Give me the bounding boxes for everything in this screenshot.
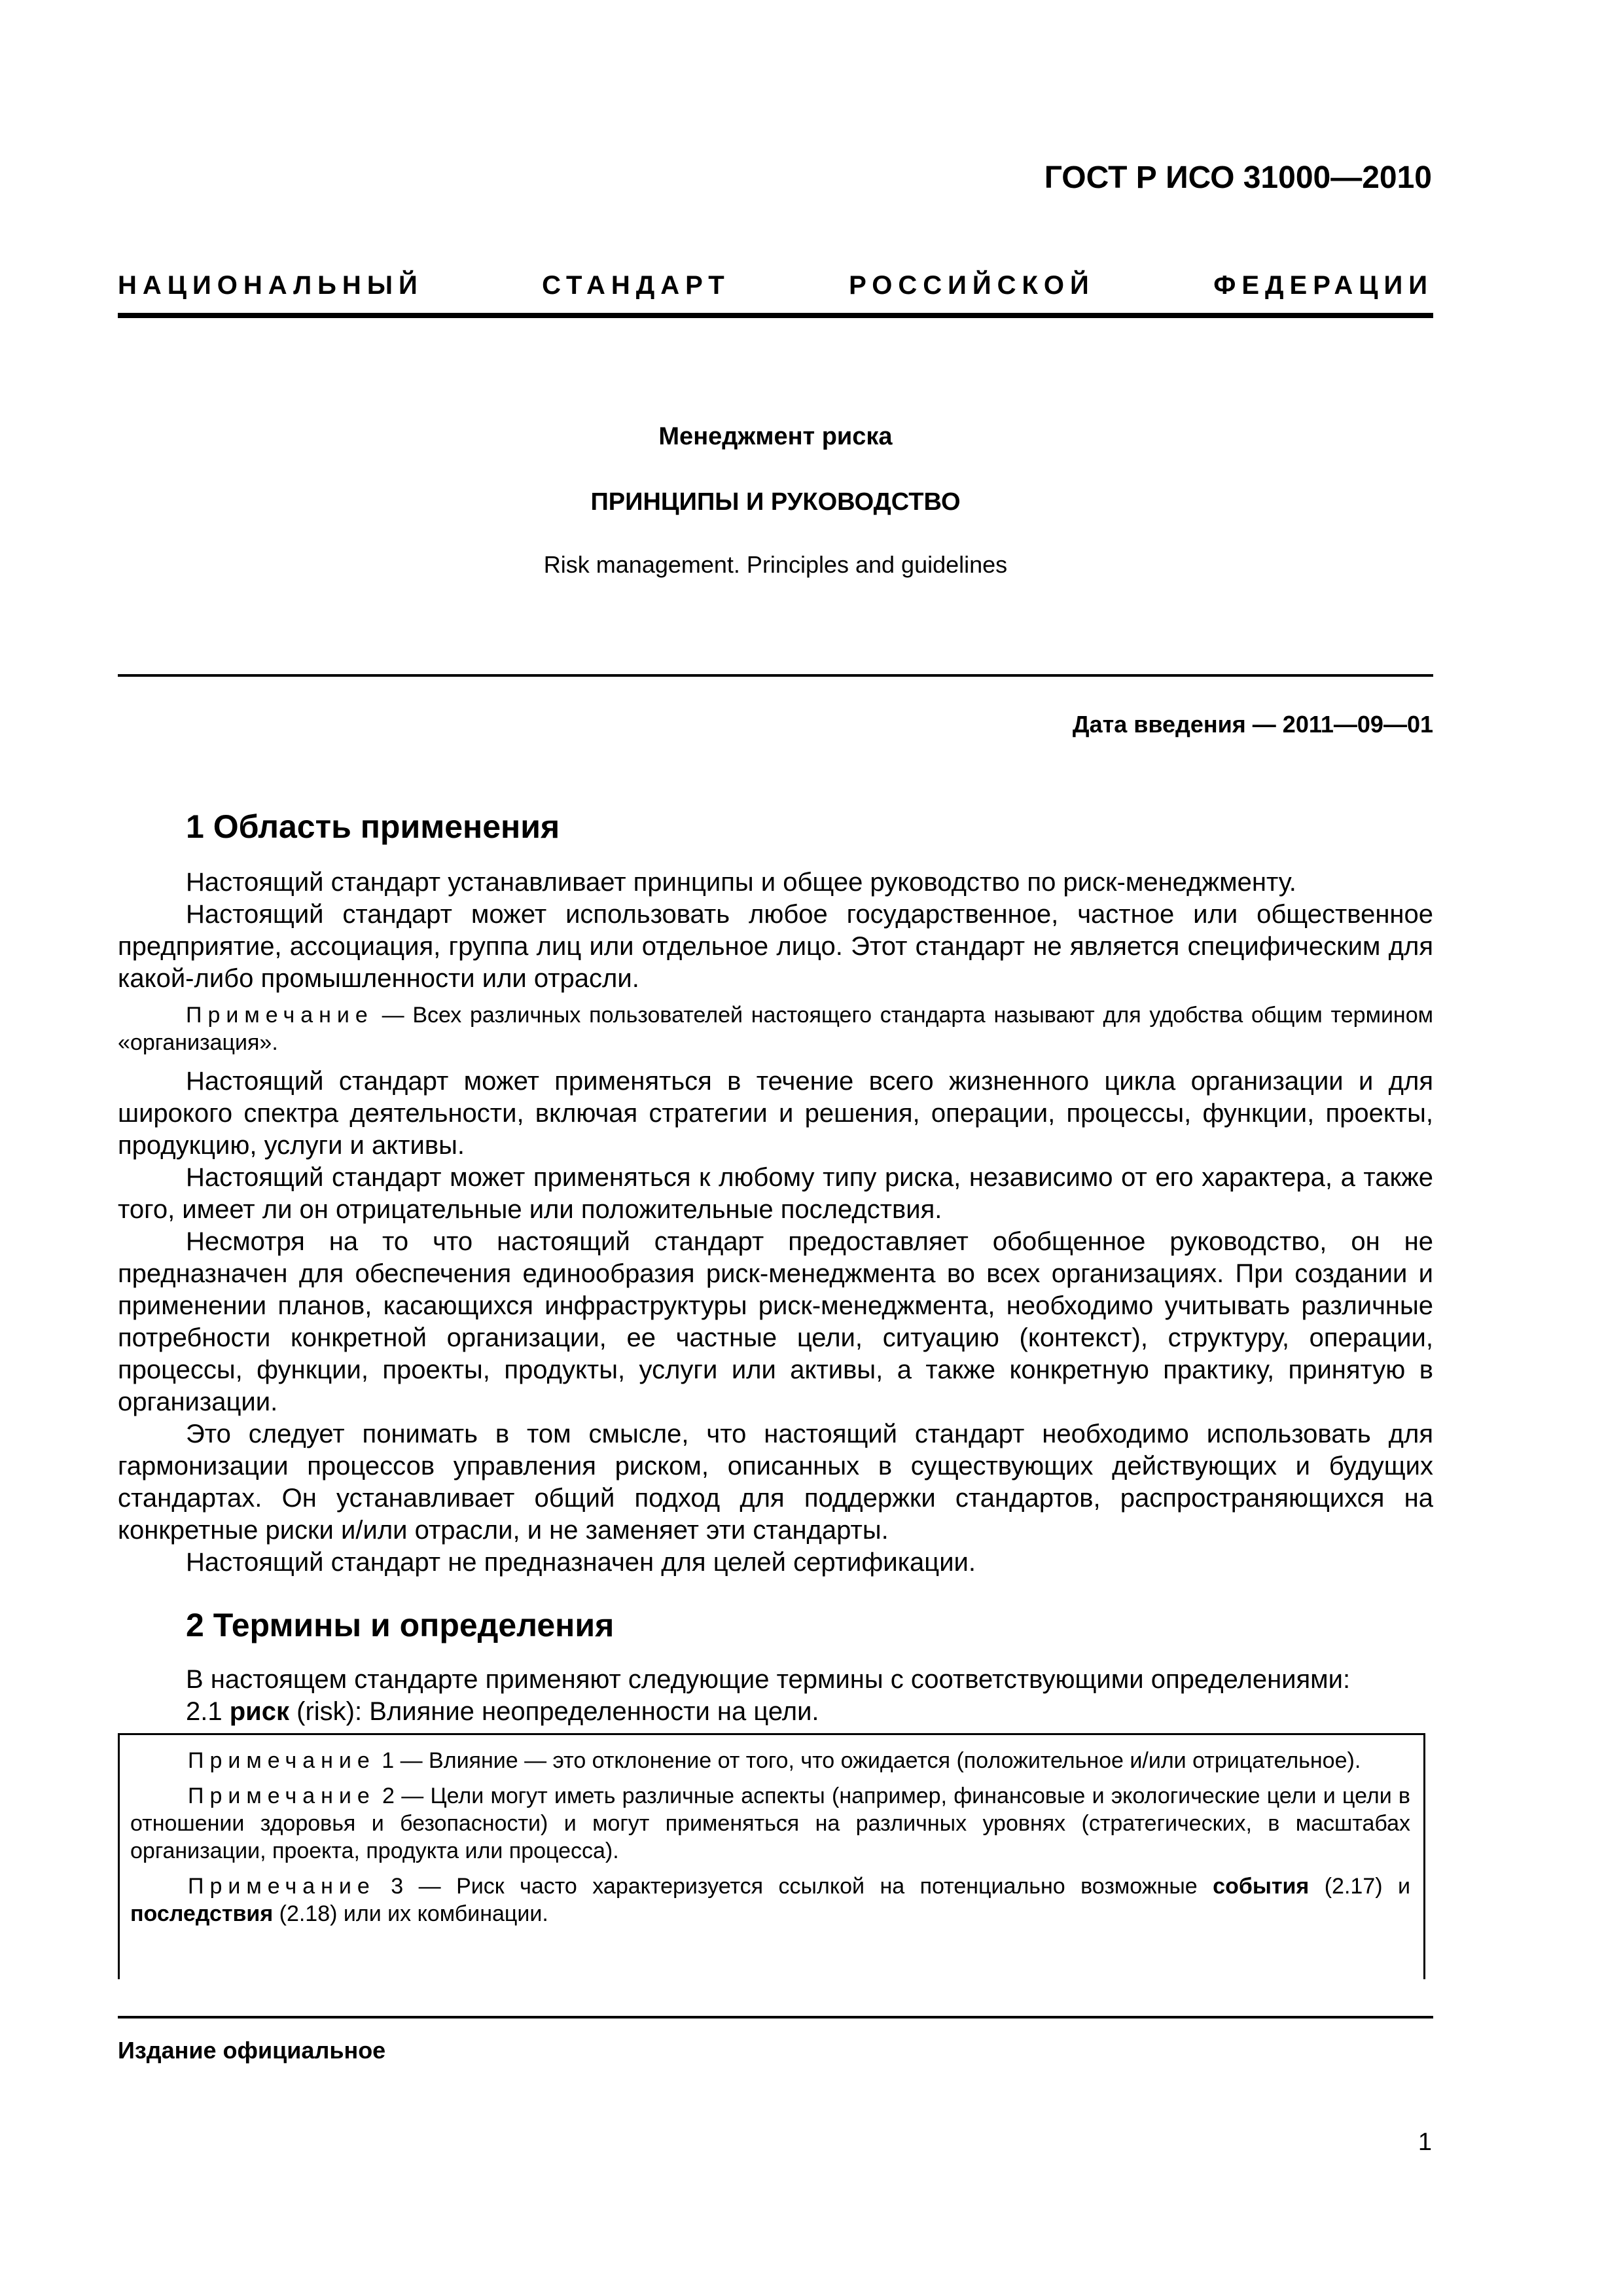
note-number: 2	[375, 1784, 395, 1808]
note-number: 3	[375, 1874, 404, 1899]
note-label: Примечание	[186, 1003, 374, 1028]
paragraph: Настоящий стандарт не предназначен для целей сертификации.	[186, 1548, 976, 1577]
paragraph: Настоящий стандарт может применяться к любому типу риска, независимо от его характера, а также того, имеет ли он отрицательные или положительные последствия.	[118, 1163, 1433, 1224]
note-label: Примечание	[188, 1874, 376, 1899]
paragraph: Настоящий стандарт устанавливает принципы и общее руководство по риск-менеджменту.	[186, 868, 1296, 897]
section-1-heading: 1 Область применения	[186, 808, 560, 845]
title-rule	[118, 674, 1433, 677]
header-rule	[118, 313, 1433, 318]
notes-box	[118, 1733, 1425, 1979]
note-text: (2.17) и	[1309, 1874, 1410, 1899]
section-2-body	[118, 1664, 1433, 1728]
national-standard-banner	[118, 271, 1433, 300]
edition-label: Издание официальное	[118, 2037, 386, 2064]
term-link: последствия	[130, 1901, 274, 1926]
note	[130, 1747, 1410, 1774]
note-label: Примечание	[188, 1748, 376, 1773]
paragraph: Несмотря на то что настоящий стандарт предоставляет обобщенное руководство, он не предназначен для обеспечения единообразия риск-менеджмента во всех организациях. При создании и применении планов, касающихся инфраструктуры риск-менеджмента, необходимо учитывать различные потребности конкретной организации, ее частные цели, ситуацию (контекст), структуру, операции, процессы, функции, проекты, продукты, услуги или активы, а также конкретную практику, принятую в организации.	[118, 1227, 1433, 1416]
banner-word: РОССИЙСКОЙ	[849, 271, 1095, 300]
note-text: — Риск часто характеризуется ссылкой на потенциально возможные	[403, 1874, 1213, 1899]
paragraph: В настоящем стандарте применяют следующие термины с соответствующими определениями:	[186, 1665, 1351, 1694]
term-definition	[118, 1696, 1433, 1728]
term-name: риск	[229, 1697, 290, 1726]
introduction-date: Дата введения — 2011—09—01	[1072, 711, 1433, 738]
doc-subtitle: ПРИНЦИПЫ И РУКОВОДСТВО	[590, 488, 961, 516]
footer-rule	[118, 2016, 1433, 2018]
note-label: Примечание	[188, 1784, 376, 1808]
note-text: — Цели могут иметь различные аспекты (например, финансовые и экологические цели и цели в отношении здоровья и безопасности) и могут применяться на различных уровнях (стратегических, в масштабах организации, проекта, продукта или процесса).	[130, 1784, 1410, 1863]
note	[130, 1873, 1410, 1928]
gost-number: ГОСТ Р ИСО 31000—2010	[1044, 160, 1432, 195]
banner-word: НАЦИОНАЛЬНЫЙ	[118, 271, 423, 300]
note-text: (2.18) или их комбинации.	[273, 1901, 548, 1926]
note	[130, 1782, 1410, 1865]
note-text: — Всех различных пользователей настоящего стандарта называют для удобства общим термином «организация».	[118, 1003, 1433, 1055]
banner-word: СТАНДАРТ	[542, 271, 730, 300]
term-link: события	[1213, 1874, 1310, 1899]
note-text: — Влияние — это отклонение от того, что ожидается (положительное и/или отрицательное).	[394, 1748, 1361, 1773]
paragraph: Настоящий стандарт может применяться в течение всего жизненного цикла организации и для широкого спектра деятельности, включая стратегии и решения, операции, процессы, функции, проекты, продукцию, услуги и активы.	[118, 1067, 1433, 1160]
term-definition-text: (risk): Влияние неопределенности на цели.	[289, 1697, 819, 1726]
term-number: 2.1	[186, 1697, 230, 1726]
banner-word: ФЕДЕРАЦИИ	[1213, 271, 1433, 300]
doc-title: Менеджмент риска	[658, 423, 893, 450]
paragraph: Настоящий стандарт может использовать любое государственное, частное или общественное предприятие, ассоциация, группа лиц или отдельное лицо. Этот стандарт не является специфическим для какой-либо промышленности или отрасли.	[118, 900, 1433, 993]
page-number: 1	[1418, 2128, 1432, 2156]
note-number: 1	[375, 1748, 395, 1773]
section-1-body	[118, 867, 1433, 1579]
section-2-heading: 2 Термины и определения	[186, 1607, 615, 1643]
paragraph: Это следует понимать в том смысле, что настоящий стандарт необходимо использовать для гармонизации процессов управления риском, описанных в существующих действующих и будущих стандартах. Он устанавливает общий подход для поддержки стандартов, распространяющихся на конкретные риски и/или отрасли, и не заменяет эти стандарты.	[118, 1420, 1433, 1545]
doc-title-english: Risk management. Principles and guidelines	[543, 551, 1008, 578]
note	[118, 1001, 1433, 1056]
